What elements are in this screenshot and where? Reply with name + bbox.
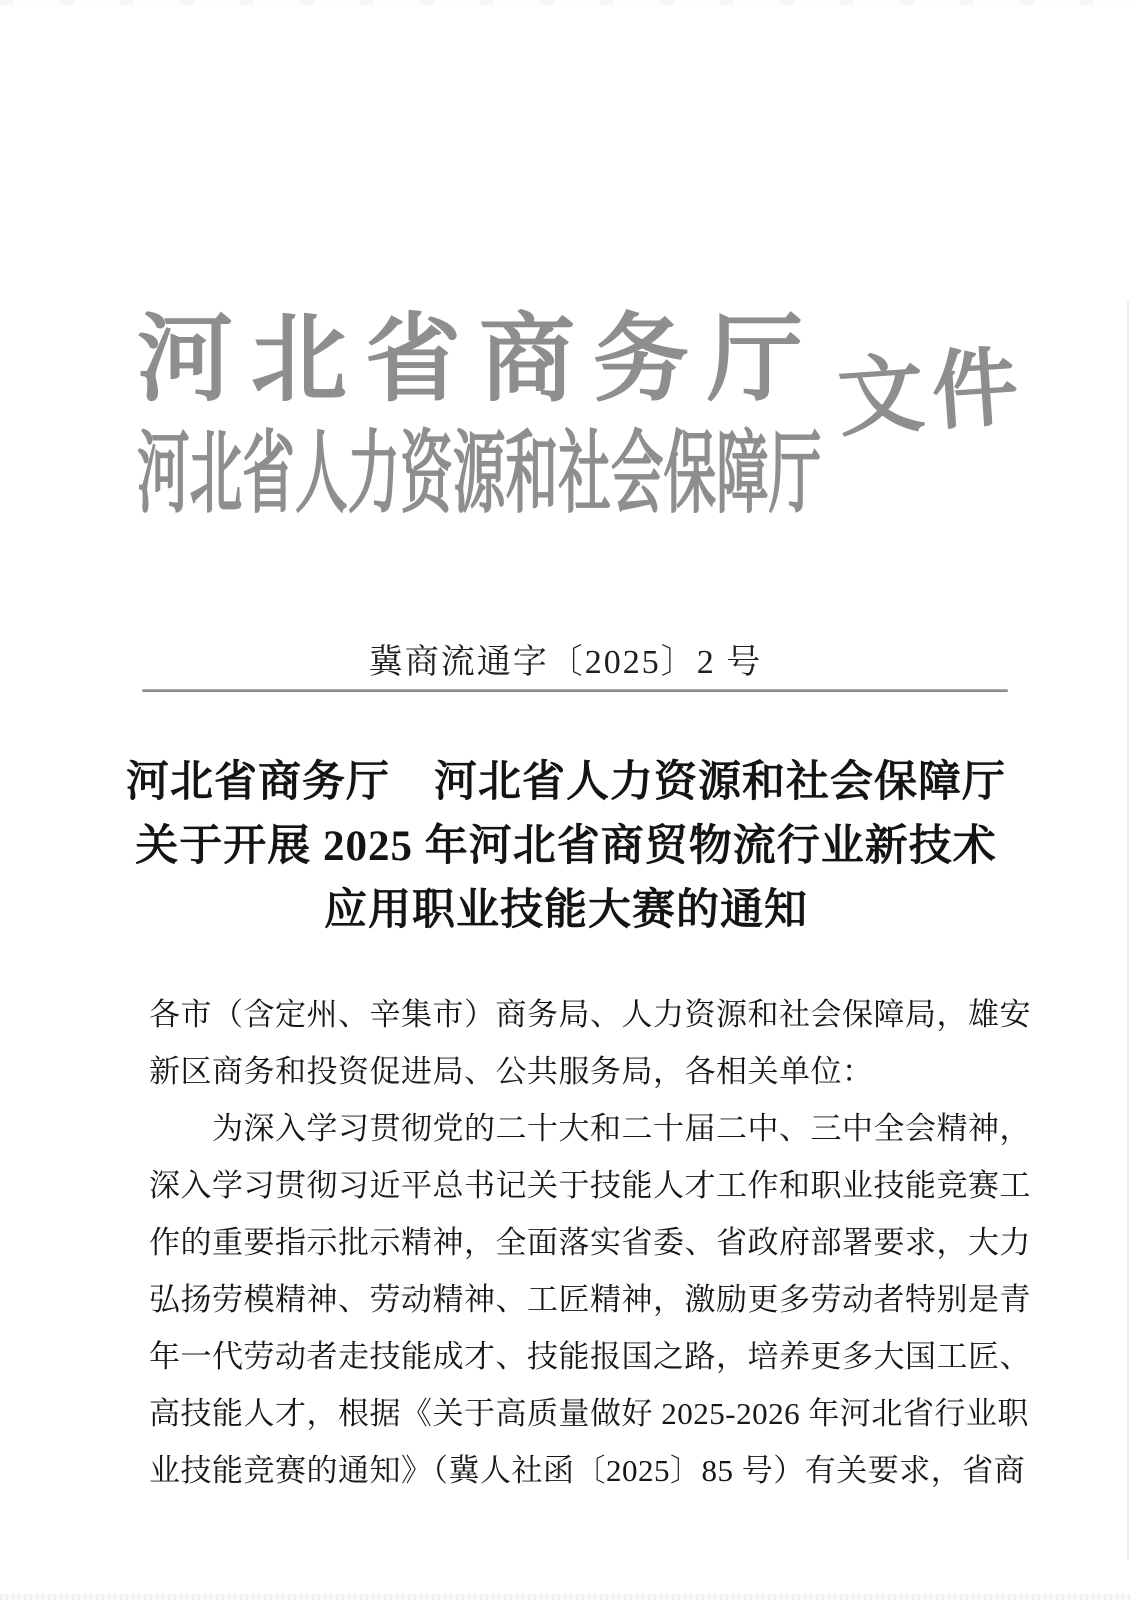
title-line-2: 关于开展 2025 年河北省商贸物流行业新技术 — [135, 823, 997, 870]
body-line: 各市（含定州、辛集市）商务局、人力资源和社会保障局，雄安 — [149, 997, 1031, 1032]
letterhead-agency-human-resources: 河北省人力资源和社会保障厅 — [137, 425, 822, 524]
body-line: 为深入学习贯彻党的二十大和二十届二中、三中全会精神， — [149, 1111, 1031, 1146]
body-line: 高技能人才，根据《关于高质量做好 2025-2026 年河北省行业职 — [149, 1396, 1029, 1431]
body-line: 新区商务和投资促进局、公共服务局，各相关单位： — [149, 1054, 874, 1089]
scan-artifact-bottom-edge — [0, 1594, 1131, 1600]
document-body — [149, 986, 1031, 1499]
scan-artifact-top-edge — [0, 0, 1131, 5]
document-number: 冀商流通字〔2025〕2 号 — [368, 644, 763, 681]
header-divider-rule — [142, 689, 1008, 692]
letterhead-agency-commerce: 河北省商务厅 — [137, 306, 821, 413]
letterhead-doc-type-label: 文件 — [834, 338, 1030, 448]
document-title — [66, 751, 1066, 943]
body-line: 业技能竞赛的通知》（冀人社函〔2025〕85 号）有关要求，省商 — [149, 1453, 1026, 1488]
body-line: 弘扬劳模精神、劳动精神、工匠精神，激励更多劳动者特别是青 — [149, 1282, 1031, 1317]
body-line: 深入学习贯彻习近平总书记关于技能人才工作和职业技能竞赛工 — [149, 1168, 1031, 1203]
title-line-1: 河北省商务厅 河北省人力资源和社会保障厅 — [126, 759, 1006, 806]
scan-artifact-right-edge — [1127, 300, 1129, 1560]
body-line: 年一代劳动者走技能成才、技能报国之路，培养更多大国工匠、 — [149, 1339, 1031, 1374]
title-line-3: 应用职业技能大赛的通知 — [324, 887, 808, 934]
body-line: 作的重要指示批示精神，全面落实省委、省政府部署要求，大力 — [149, 1225, 1031, 1260]
